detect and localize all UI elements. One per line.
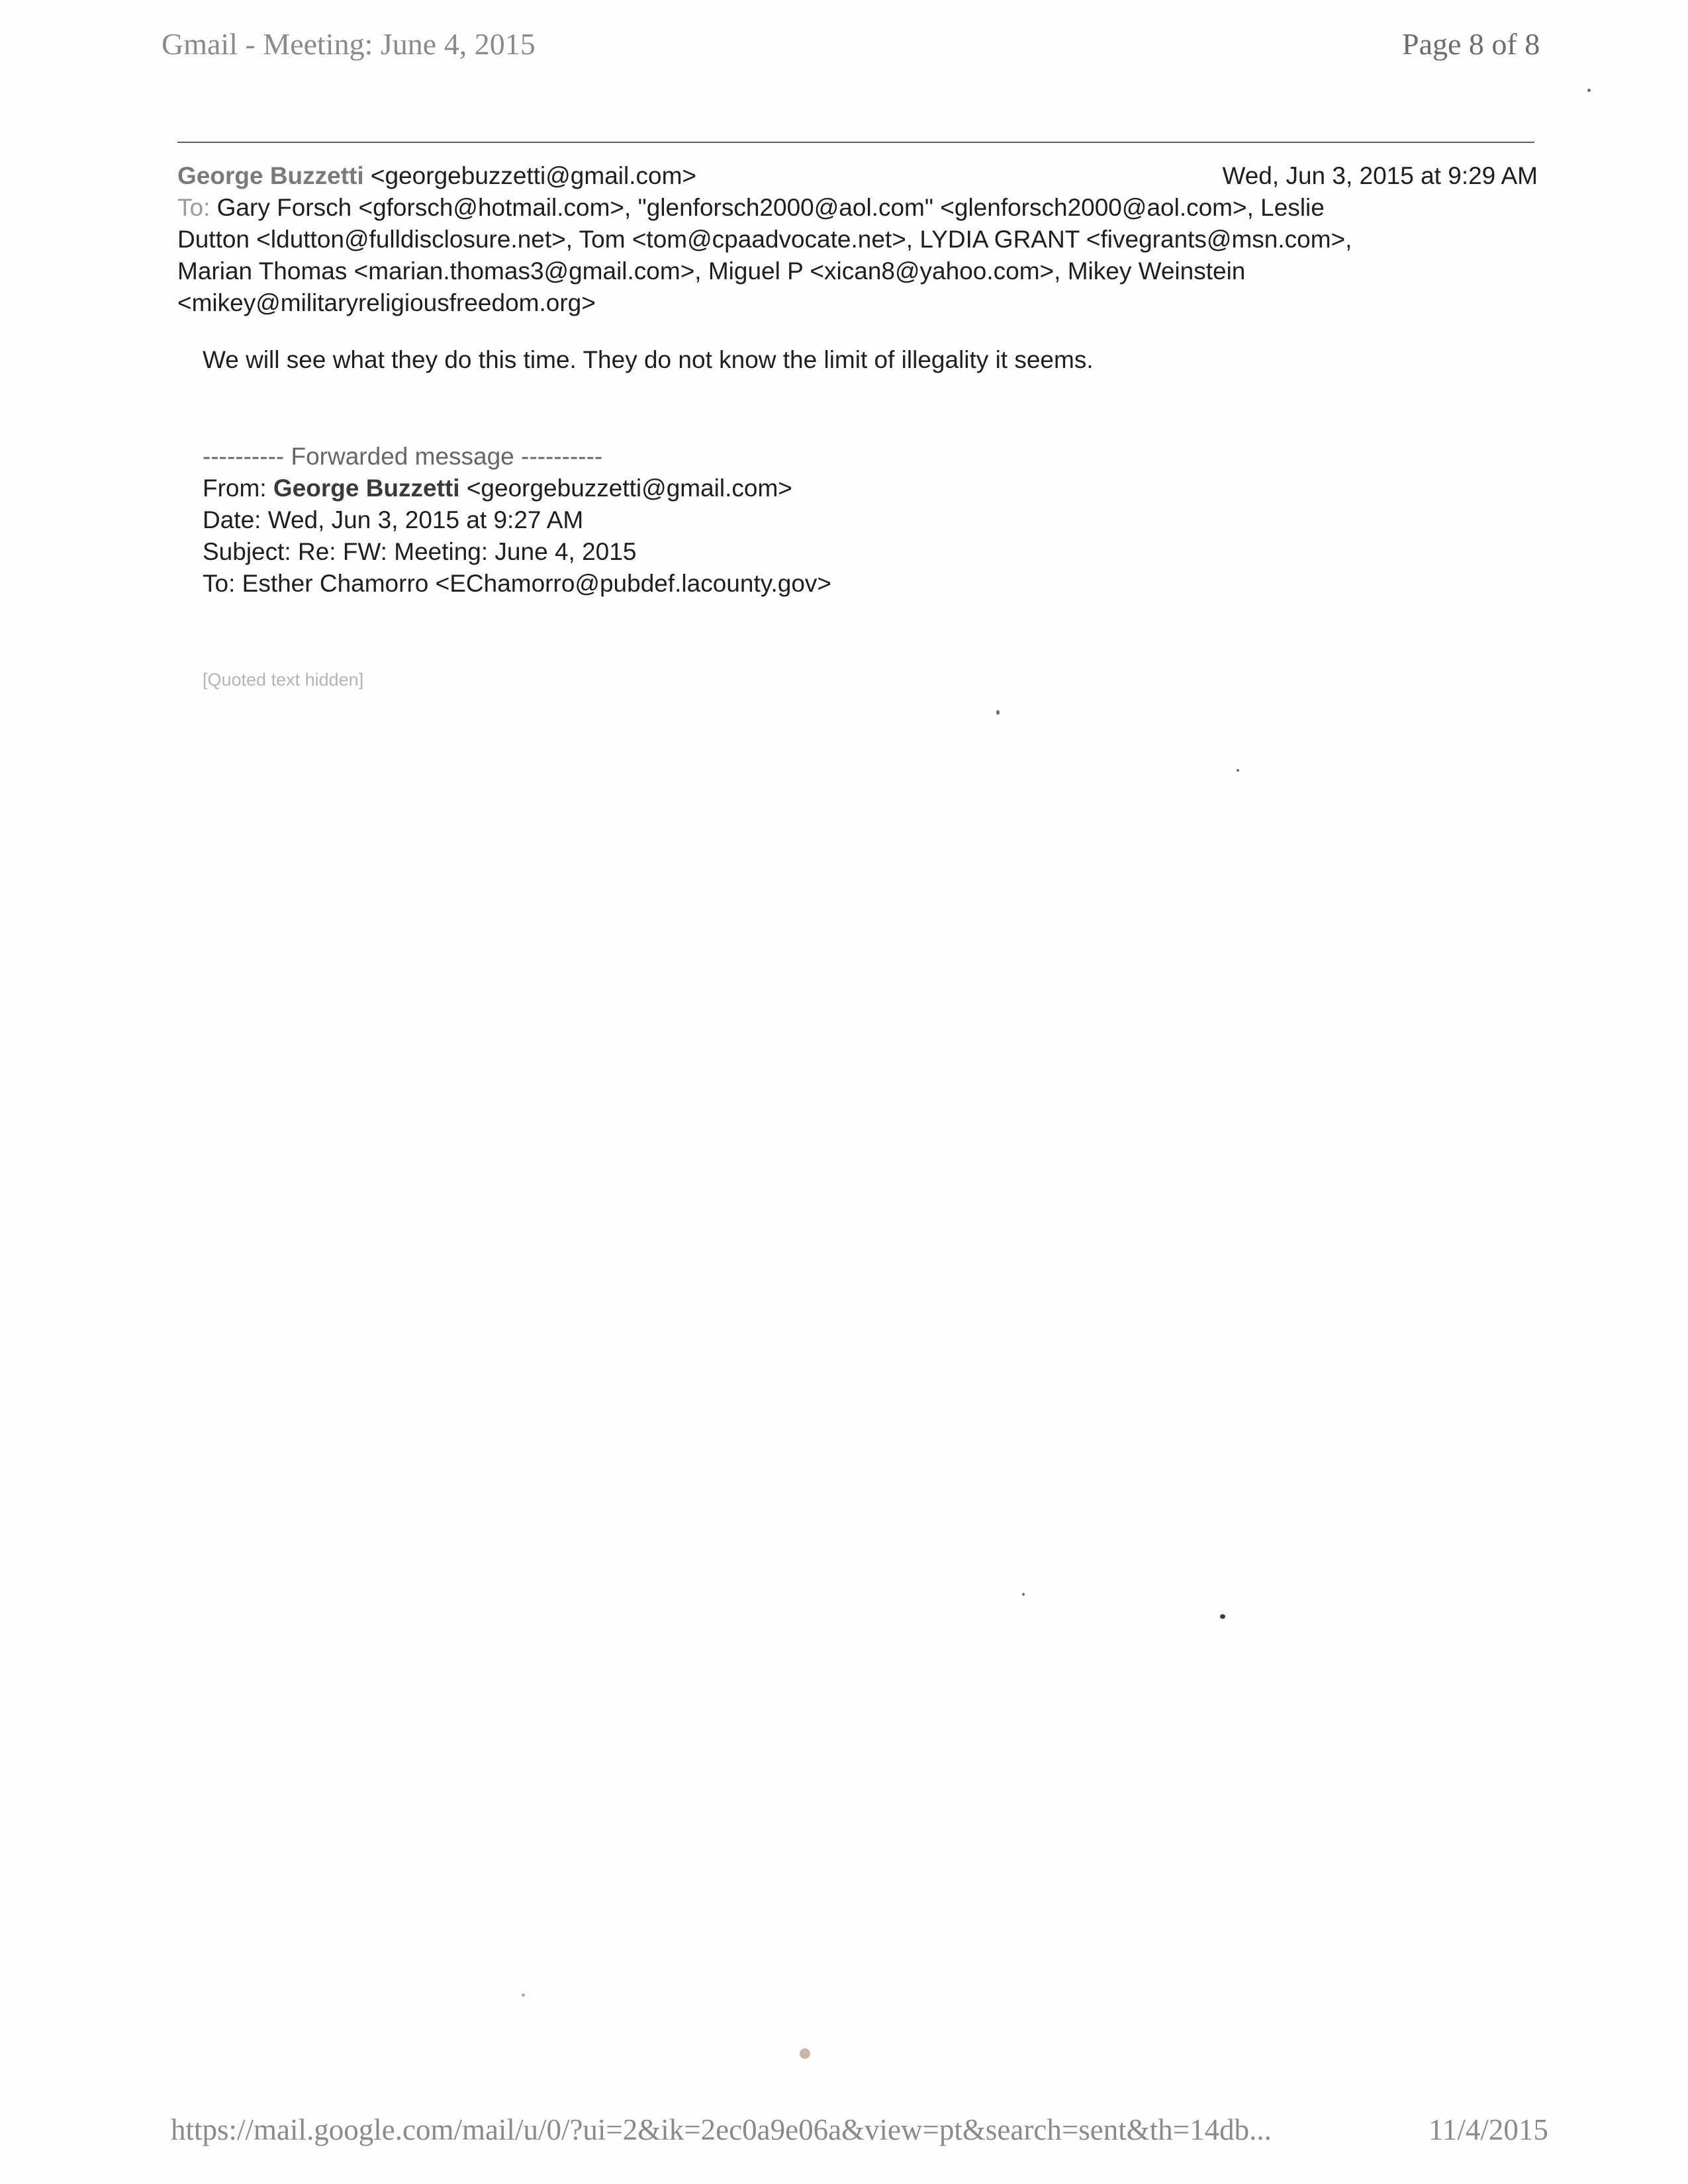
print-footer-url: https://mail.google.com/mail/u/0/?ui=2&ik=2ec0a9e06a&view=pt&search=sent&th=14db... [171, 2113, 1272, 2146]
message-divider [177, 142, 1534, 143]
forwarded-from-name: George Buzzetti [273, 475, 460, 502]
recipients-line-1 [177, 192, 1538, 224]
forwarded-from-label: From: [203, 475, 267, 502]
scan-speck [996, 710, 1000, 715]
print-header-page-number: Page 8 of 8 [1402, 27, 1540, 61]
forwarded-message-block [203, 441, 831, 600]
sender-line [177, 160, 1538, 192]
scan-speck [522, 1993, 525, 1997]
recipients-text-1: Gary Forsch <gforsch@hotmail.com>, "glenforsch2000@aol.com" <glenforsch2000@aol.com>, Leslie [216, 194, 1325, 221]
message-header [177, 160, 1538, 319]
quoted-text-hidden-link[interactable]: [Quoted text hidden] [203, 670, 364, 690]
recipients-line-4: <mikey@militaryreligiousfreedom.org> [177, 289, 596, 316]
forwarded-separator: ---------- Forwarded message ---------- [203, 443, 603, 470]
scan-speck [1220, 1614, 1225, 1619]
print-footer-date: 11/4/2015 [1429, 2113, 1548, 2146]
to-label: To: [177, 194, 211, 221]
forwarded-subject-line: Subject: Re: FW: Meeting: June 4, 2015 [203, 538, 637, 565]
recipients-line-3: Marian Thomas <marian.thomas3@gmail.com>, Miguel P <xican8@yahoo.com>, Mikey Weinstein [177, 257, 1246, 285]
scan-speck [1022, 1593, 1025, 1596]
message-date: Wed, Jun 3, 2015 at 9:29 AM [1222, 162, 1538, 189]
forwarded-from-line [203, 473, 831, 504]
forwarded-to-line: To: Esther Chamorro <EChamorro@pubdef.lacounty.gov> [203, 570, 832, 597]
message-body: We will see what they do this time. They do not know the limit of illegality it seems. [203, 346, 1094, 373]
sender-email[interactable]: <georgebuzzetti@gmail.com> [370, 162, 697, 189]
recipients-line-2: Dutton <ldutton@fulldisclosure.net>, Tom <tom@cpaadvocate.net>, LYDIA GRANT <fivegrants@msn.com>, [177, 226, 1352, 253]
forwarded-date-line: Date: Wed, Jun 3, 2015 at 9:27 AM [203, 506, 584, 533]
forwarded-from-email[interactable]: <georgebuzzetti@gmail.com> [466, 475, 792, 502]
scan-speck [1587, 89, 1591, 92]
scan-speck [1237, 769, 1239, 772]
print-header-title: Gmail - Meeting: June 4, 2015 [162, 27, 536, 61]
sender-name: George Buzzetti [177, 162, 364, 189]
scan-speck [800, 2048, 810, 2059]
